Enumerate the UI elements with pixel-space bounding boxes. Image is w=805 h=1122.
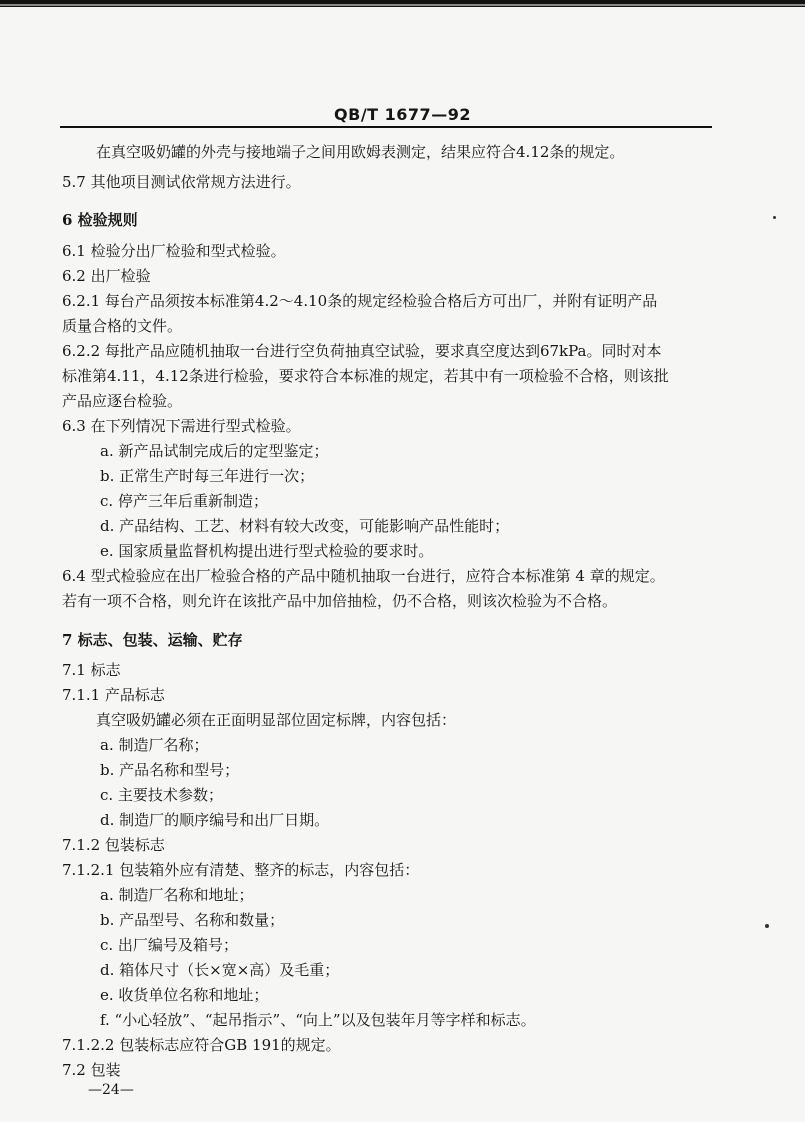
section-6-heading: 6 检验规则: [62, 211, 138, 229]
clause-7-1-2-1-f: f. “小心轻放”、“起吊指示”、“向上”以及包装年月等字样和标志。: [100, 1011, 536, 1029]
clause-7-1: 7.1 标志: [62, 661, 121, 679]
section-7-heading: 7 标志、包装、运输、贮存: [62, 631, 243, 649]
clause-6-3-a: a. 新产品试制完成后的定型鉴定；: [100, 442, 329, 460]
clause-6-3-b: b. 正常生产时每三年进行一次；: [100, 467, 315, 485]
clause-7-1-2-1-c: c. 出厂编号及箱号；: [100, 936, 238, 954]
clause-7-1-1-body: 真空吸奶罐必须在正面明显部位固定标牌，内容包括：: [96, 711, 457, 729]
clause-7-1-1-a: a. 制造厂名称；: [100, 736, 209, 754]
clause-7-2: 7.2 包装: [62, 1061, 121, 1079]
clause-5-7: 5.7 其他项目测试依常规方法进行。: [62, 173, 301, 191]
clause-6-2: 6.2 出厂检验: [62, 267, 151, 285]
clause-7-1-2-2: 7.1.2.2 包装标志应符合GB 191的规定。: [62, 1036, 341, 1054]
clause-7-1-2: 7.1.2 包装标志: [62, 836, 165, 854]
clause-6-4: 6.4 型式检验应在出厂检验合格的产品中随机抽取一台进行，应符合本标准第 4 章的规定。: [62, 567, 665, 585]
clause-7-1-2-1-e: e. 收货单位名称和地址；: [100, 986, 269, 1004]
clause-6-3-e: e. 国家质量监督机构提出进行型式检验的要求时。: [100, 542, 434, 560]
clause-7-1-1-b: b. 产品名称和型号；: [100, 761, 240, 779]
clause-7-1-2-1: 7.1.2.1 包装箱外应有清楚、整齐的标志，内容包括：: [62, 861, 420, 879]
document-code: QB/T 1677—92: [334, 105, 471, 124]
clause-6-2-2-cont-1: 标准第4.11，4.12条进行检验，要求符合本标准的规定，若其中有一项检验不合格，则该批: [62, 367, 669, 385]
clause-7-1-2-1-a: a. 制造厂名称和地址；: [100, 886, 254, 904]
clause-6-2-1: 6.2.1 每台产品须按本标准第4.2～4.10条的规定经检验合格后方可出厂，并附有证明产品: [62, 292, 658, 310]
text-5-6-cont: 在真空吸奶罐的外壳与接地端子之间用欧姆表测定，结果应符合4.12条的规定。: [96, 143, 625, 161]
scan-speck: [773, 216, 776, 219]
clause-7-1-1: 7.1.1 产品标志: [62, 686, 165, 704]
clause-7-1-1-c: c. 主要技术参数；: [100, 786, 223, 804]
clause-6-2-1-cont: 质量合格的文件。: [62, 317, 183, 335]
clause-6-3-d: d. 产品结构、工艺、材料有较大改变，可能影响产品性能时；: [100, 517, 510, 535]
page-number: —24—: [88, 1082, 134, 1098]
clause-7-1-2-1-b: b. 产品型号、名称和数量；: [100, 911, 285, 929]
header-rule: [60, 126, 712, 128]
clause-6-3: 6.3 在下列情况下需进行型式检验。: [62, 417, 301, 435]
clause-6-1: 6.1 检验分出厂检验和型式检验。: [62, 242, 286, 260]
clause-7-1-2-1-d: d. 箱体尺寸（长×宽×高）及毛重；: [100, 961, 340, 979]
clause-7-1-1-d: d. 制造厂的顺序编号和出厂日期。: [100, 811, 330, 829]
clause-6-2-2-cont-2: 产品应逐台检验。: [62, 392, 183, 410]
clause-6-4-cont: 若有一项不合格，则允许在该批产品中加倍抽检，仍不合格，则该次检验为不合格。: [62, 592, 618, 610]
scan-speck: [765, 924, 769, 928]
clause-6-3-c: c. 停产三年后重新制造；: [100, 492, 268, 510]
scan-top-border-gap: [0, 4, 805, 6]
clause-6-2-2: 6.2.2 每批产品应随机抽取一台进行空负荷抽真空试验，要求真空度达到67kPa。同时对本: [62, 342, 662, 360]
